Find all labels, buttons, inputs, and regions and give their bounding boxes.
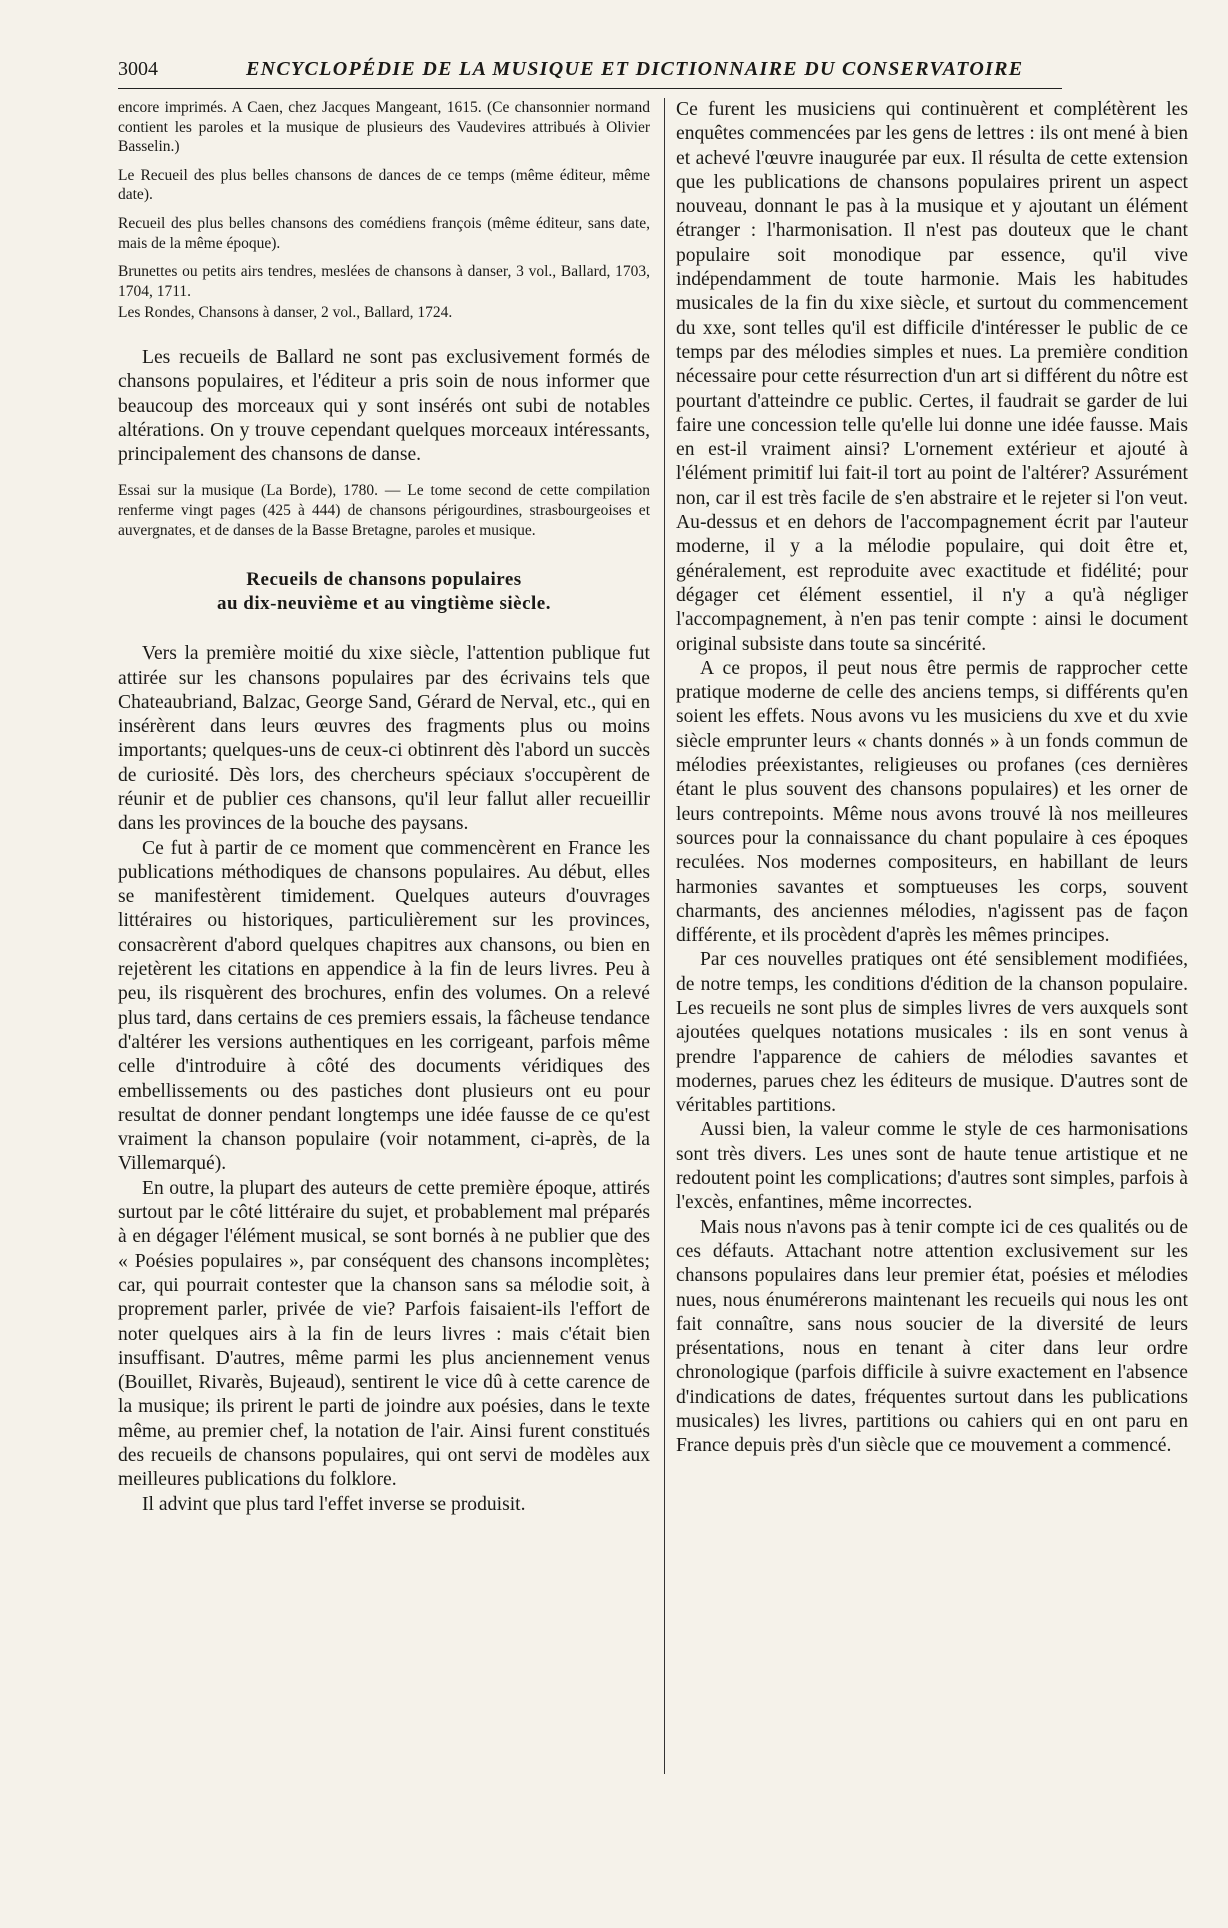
body-paragraph: Mais nous n'avons pas à tenir compte ici de ces qualités ou de ces défauts. Attachant notre attention exclusivement sur les chansons populaires dans leur premier état, poésies et mélodies nues, nous énumérerons maintenant les recueils qui nous les ont fait connaître, sans nous soucier de la diversité de leurs présentations, nous en tenant à citer dans leur ordre chronologique (parfois difficile à suivre exactement en l'absence d'indications de dates, fréquentes surtout dans les publications musicales) les livres, partitions ou cahiers qui en ont paru en France depuis près d'un siècle que ce mouvement a commencé. (676, 1216, 1188, 1457)
left-column (118, 98, 650, 1517)
body-paragraph: Par ces nouvelles pratiques ont été sensiblement modifiées, de notre temps, les conditions d'édition de la chanson populaire. Les recueils ne sont plus de simples livres de vers auxquels sont ajoutées quelques notations musicales : ils en sont venus à prendre l'apparence de cahiers de mélodies savantes et modernes, parues chez les éditeurs de musique. D'autres sont de véritables partitions. (676, 949, 1188, 1117)
reference-entry: Essai sur la musique (La Borde), 1780. — Le tome second de cette compilation renferme vingt pages (425 à 444) de chansons périgourdines, strasbourgeoises et auvergnates, et de danses de la Basse Bretagne, paroles et musique. (118, 482, 650, 539)
body-paragraph: Ce fut à partir de ce moment que commencèrent en France les publications méthodiques de chansons populaires. Au début, elles se manifestèrent timidement. Quelques auteurs d'ouvrages littéraires ou historiques, particulièrement sur les provinces, consacrèrent d'abord quelques chapitres aux chansons, ou bien en rejetèrent les citations en appendice à la fin de leurs livres. Peu à peu, ils risquèrent des brochures, enfin des volumes. On a relevé plus tard, dans certains de ces premiers essais, la fâcheuse tendance d'altérer les versions authentiques en les corrigeant, parfois même celle d'introduire à côté des documents véridiques des embellissements ou des pastiches dont plusieurs ont eu pour resultat de donner pendant longtemps une idée fausse de ce qu'est vraiment la chanson populaire (voir notamment, ci-après, de la Villemarqué). (118, 837, 650, 1175)
column-divider (664, 98, 665, 1774)
section-heading-line: au dix-neuvième et au vingtième siècle. (216, 593, 551, 615)
section-heading-line: Recueils de chansons populaires (246, 569, 522, 591)
body-paragraph: A ce propos, il peut nous être permis de rapprocher cette pratique moderne de celle des anciens temps, si différents qu'en soient les effets. Nous avons vu les musiciens du xve et du xvie siècle emprunter leurs « chants donnés » à un fonds commun de mélodies préexistantes, religieuses ou profanes (ces dernières étant le plus souvent des chansons populaires) et les orner de leurs contrepoints. Même nous avons trouvé là nos meilleures sources pour la connaissance du chant populaire à ces époques reculées. Nos modernes compositeurs, en habillant de leurs harmonies savantes et somptueuses les corps, souvent charmants, des anciennes mélodies, n'agissent pas de façon différente, et ils procèdent d'après les mêmes principes. (676, 657, 1188, 947)
section-heading (118, 568, 650, 616)
body-paragraph: Aussi bien, la valeur comme le style de ces harmonisations sont très divers. Les unes sont de haute tenue artistique et ne redoutent point les complications; d'autres sont simples, parfois à l'excès, enfantines, même incorrectes. (676, 1119, 1188, 1214)
body-paragraph: En outre, la plupart des auteurs de cette première époque, attirés surtout par le côté littéraire du sujet, et probablement mal préparés à en dégager l'élément musical, se sont bornés à ne publier que des « Poésies populaires », par conséquent des chansons incomplètes; car, qui pourrait contester que la chanson sans sa mélodie soit, à proprement parler, privée de vie? Parfois faisaient-ils l'effort de noter quelques airs à la fin de leurs livres : mais c'était bien insuffisant. D'autres, même parmi les plus anciennement venus (Bouillet, Rivarès, Bujeaud), sentirent le vice dû à cette carence de la musique; ils prirent le parti de joindre aux poésies, dans le texte même, au premier chef, la notation de l'air. Ainsi furent constitués des recueils de chansons populaires, qui ont servi de modèles aux meilleures publications du folklore. (118, 1177, 650, 1491)
running-header (118, 56, 1062, 89)
page-number: 3004 (118, 58, 158, 80)
body-paragraph: Vers la première moitié du xixe siècle, l'attention publique fut attirée sur les chansons populaires par des écrivains tels que Chateaubriand, Balzac, George Sand, Gérard de Nerval, etc., qui en insérèrent dans leurs œuvres des fragments plus ou moins importants; quelques-uns de ceux-ci obtinrent dès l'abord un succès de curiosité. Dès lors, des chercheurs spéciaux s'occupèrent de réunir et de publier ces chansons, qu'il leur fallut aller recueillir dans les provinces de la bouche des paysans. (118, 643, 650, 835)
reference-entry: encore imprimés. A Caen, chez Jacques Mangeant, 1615. (Ce chansonnier normand contient les paroles et la musique de plusieurs des Vaudevires attribués à Olivier Basselin.) (118, 99, 650, 156)
right-column (676, 98, 1188, 1459)
body-paragraph: Ce furent les musiciens qui continuèrent et complétèrent les enquêtes commencées par les gens de lettres : ils ont mené à bien et achevé l'œuvre inaugurée par eux. Il résulta de cette extension que les publications de chansons populaires prirent un aspect nouveau, donnant le pas à la musique et y ajoutant un élément étranger : l'harmonisation. Il n'est pas douteux que le chant populaire soit monodique par essence, qu'il vive indépendamment de toute harmonie. Mais les habitudes musicales de la fin du xixe siècle, et surtout du commencement du xxe, sont telles qu'il est difficile d'intéresser le public de ce temps par des mélodies simples et nues. La première condition nécessaire pour cette résurrection d'un art si différent du nôtre est pourtant d'atteindre ce public. Certes, il faudrait se garder de lui faire une concession telle qu'elle lui donne une idée fausse. Mais en est-il vraiment ainsi? L'ornement extérieur et ajouté à l'élément primitif lui fait-il tort au point de l'altérer? Assurément non, car il est très facile de s'en abstraire et le rejeter si l'on veut. Au-dessus et en dehors de l'accompagnement écrit par l'auteur moderne, il y a la mélodie populaire, qui doit être et, généralement, est reproduite avec exactitude et fidélité; pour dégager cet élément essentiel, il n'y a qu'à négliger l'accompagnement, à n'en pas tenir compte : ainsi le document original subsiste dans toute sa sincérité. (676, 99, 1188, 655)
reference-entry: Le Recueil des plus belles chansons de dances de ce temps (même éditeur, même date). (118, 166, 650, 204)
reference-entry: Recueil des plus belles chansons des comédiens françois (même éditeur, sans date, mais de la même époque). (118, 214, 650, 252)
body-paragraph: Les recueils de Ballard ne sont pas exclusivement formés de chansons populaires, et l'éditeur a pris soin de nous informer que beaucoup des morceaux qui y sont insérés ont subi de notables altérations. On y trouve cependant quelques morceaux intéressants, principalement des chansons de danse. (118, 346, 650, 466)
body-paragraph: Il advint que plus tard l'effet inverse se produisit. (142, 1493, 526, 1515)
running-title: ENCYCLOPÉDIE DE LA MUSIQUE ET DICTIONNAIRE DU CONSERVATOIRE (246, 58, 1024, 80)
reference-entry: Brunettes ou petits airs tendres, meslées de chansons à danser, 3 vol., Ballard, 1703, 1704, 1711. (118, 263, 650, 300)
reference-entry: Les Rondes, Chansons à danser, 2 vol., Ballard, 1724. (118, 304, 453, 322)
